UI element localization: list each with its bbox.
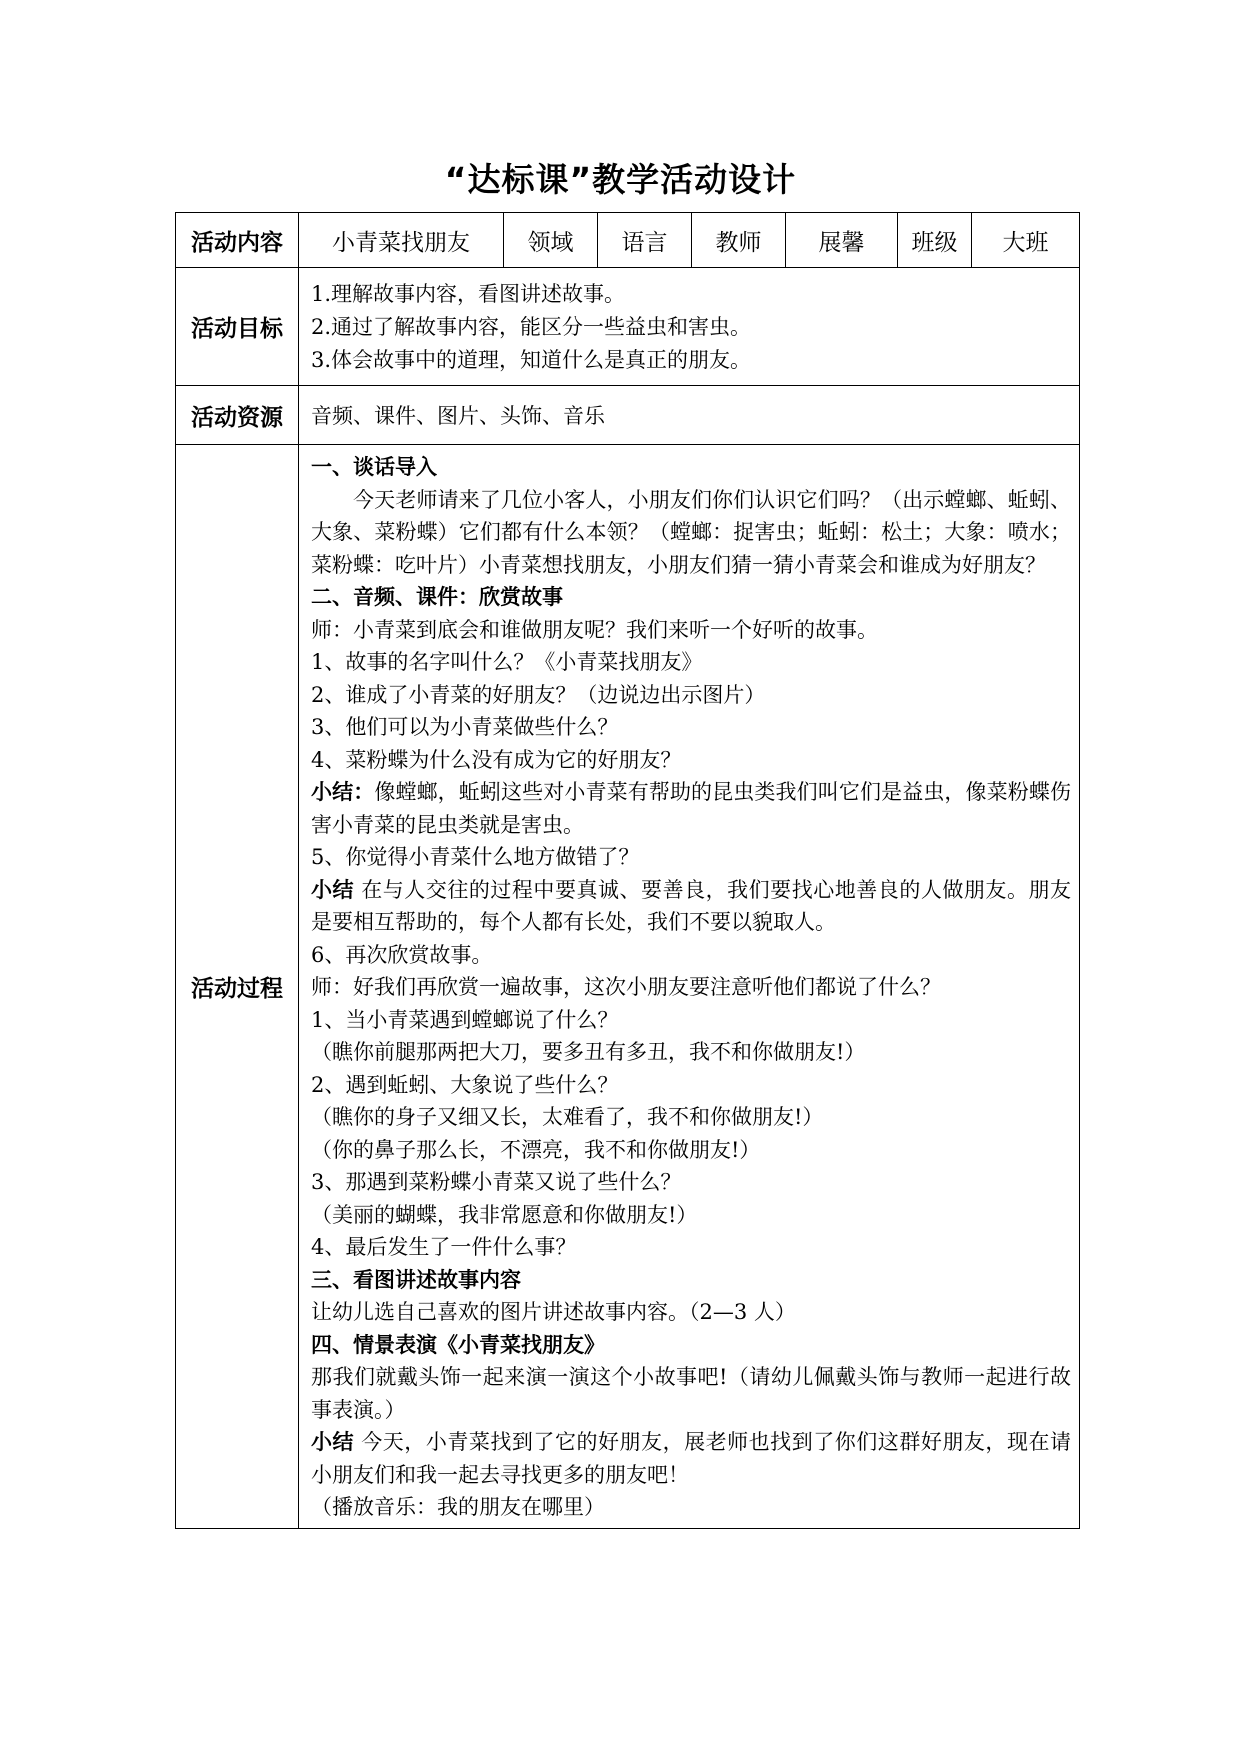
content-label: 活动内容: [176, 213, 299, 268]
class-value: 大班: [972, 213, 1080, 268]
answer-item: （瞧你前腿那两把大刀，要多丑有多丑，我不和你做朋友!）: [311, 1040, 866, 1064]
paragraph: 让幼儿选自己喜欢的图片讲述故事内容。（2—3 人）: [311, 1300, 796, 1324]
answer-item: （美丽的蝴蝶，我非常愿意和你做朋友!）: [311, 1202, 698, 1227]
answer-item: （你的鼻子那么长，不漂亮，我不和你做朋友!）: [311, 1137, 761, 1162]
summary-label: 小结: [311, 877, 355, 902]
header-row: [176, 213, 1080, 268]
question-item: 2、遇到蚯蚓、大象说了些什么？: [311, 1072, 619, 1097]
summary-paragraph: [311, 1426, 1071, 1491]
process-row: [176, 445, 1080, 1529]
section-heading: 二、音频、课件：欣赏故事: [311, 585, 563, 609]
question-item: 4、菜粉蝶为什么没有成为它的好朋友？: [311, 747, 682, 772]
question-item: 2、谁成了小青菜的好朋友？（边说边出示图片）: [311, 682, 766, 707]
process-label: 活动过程: [176, 445, 299, 1529]
goal-item: 1.理解故事内容，看图讲述故事。: [311, 282, 626, 306]
summary-label: 小结：: [311, 780, 375, 804]
goals-row: [176, 268, 1080, 386]
resources-row: [176, 386, 1080, 445]
page-title: “达标课”教学活动设计: [444, 160, 797, 199]
question-item: 1、故事的名字叫什么？《小青菜找朋友》: [311, 650, 703, 674]
question-item: 3、他们可以为小青菜做些什么？: [311, 715, 619, 739]
summary-text: 在与人交往的过程中要真诚、要善良，我们要找心地善良的人做朋友。朋友是要相互帮助的，每个人都有长处，我们不要以貌取人。: [311, 877, 1071, 934]
summary-paragraph: [311, 776, 1071, 841]
question-item: 3、那遇到菜粉蝶小青菜又说了些什么？: [311, 1170, 682, 1194]
answer-item: （瞧你的身子又细又长，太难看了，我不和你做朋友!）: [311, 1105, 824, 1129]
class-label: 班级: [898, 213, 972, 268]
resources-value: 音频、课件、图片、头饰、音乐: [299, 386, 1080, 445]
resources-label: 活动资源: [176, 386, 299, 445]
domain-value: 语言: [598, 213, 692, 268]
teacher-label: 教师: [692, 213, 786, 268]
goal-item: 2.通过了解故事内容，能区分一些益虫和害虫。: [311, 315, 752, 339]
goals-list: [299, 268, 1080, 386]
lesson-plan-table: [175, 212, 1080, 1529]
goal-item: 3.体会故事中的道理，知道什么是真正的朋友。: [311, 348, 752, 372]
summary-text: 像螳螂，蚯蚓这些对小青菜有帮助的昆虫类我们叫它们是益虫，像菜粉蝶伤害小青菜的昆虫类就是害虫。: [311, 780, 1071, 837]
summary-paragraph: [311, 874, 1071, 939]
paragraph: 今天老师请来了几位小客人，小朋友们你们认识它们吗？（出示螳螂、蚯蚓、大象、菜粉蝶）它们都有什么本领？（螳螂：捉害虫；蚯蚓：松土；大象：喷水；菜粉蝶：吃叶片）小青菜想找朋友，小朋友们猜一猜小青菜会和谁成为好朋友？: [311, 487, 1071, 577]
question-item: 4、最后发生了一件什么事？: [311, 1235, 577, 1259]
section-heading: 一、谈话导入: [311, 455, 437, 479]
paragraph: 师：好我们再欣赏一遍故事，这次小朋友要注意听他们都说了什么？: [311, 975, 941, 999]
question-item: 1、当小青菜遇到螳螂说了什么？: [311, 1007, 619, 1032]
music-note: （播放音乐：我的朋友在哪里）: [311, 1495, 605, 1519]
process-content: [299, 445, 1080, 1529]
question-item: 5、你觉得小青菜什么地方做错了？: [311, 845, 640, 869]
summary-label: 小结: [311, 1430, 355, 1454]
paragraph: 那我们就戴头饰一起来演一演这个小故事吧!（请幼儿佩戴头饰与教师一起进行故事表演。）: [311, 1365, 1071, 1422]
goals-label: 活动目标: [176, 268, 299, 386]
summary-text: 今天，小青菜找到了它的好朋友，展老师也找到了你们这群好朋友，现在请小朋友们和我一起去寻找更多的朋友吧！: [311, 1430, 1071, 1487]
section-heading: 三、看图讲述故事内容: [311, 1267, 521, 1292]
question-item: 6、再次欣赏故事。: [311, 942, 493, 967]
section-heading: 四、情景表演《小青菜找朋友》: [311, 1332, 605, 1357]
domain-label: 领域: [504, 213, 598, 268]
content-value: 小青菜找朋友: [299, 213, 504, 268]
teacher-value: 展馨: [786, 213, 898, 268]
paragraph: 师：小青菜到底会和谁做朋友呢？我们来听一个好听的故事。: [311, 617, 878, 642]
